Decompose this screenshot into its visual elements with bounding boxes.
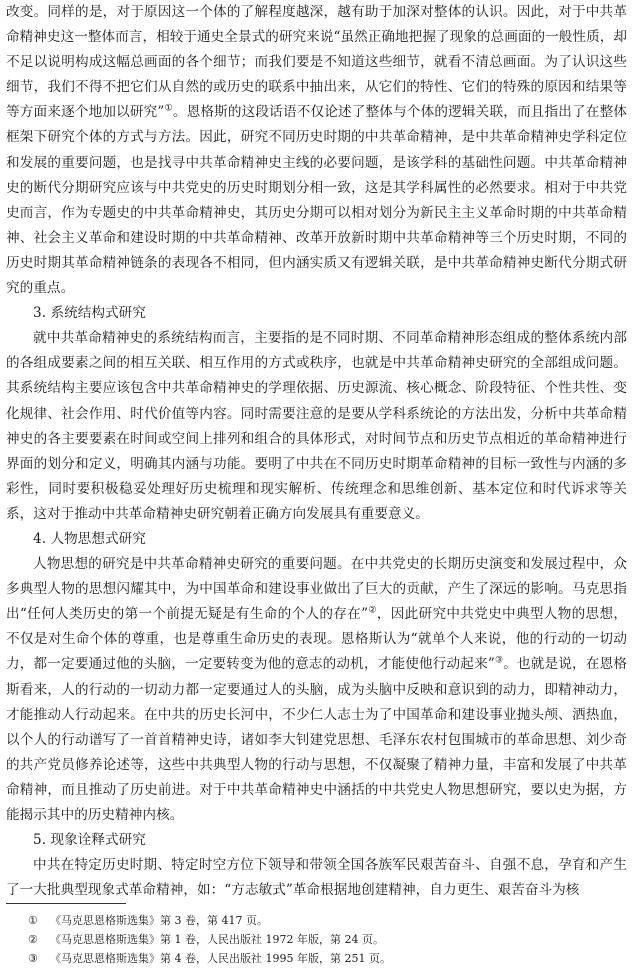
paragraph-text: 人物思想的研究是中共革命精神史研究的重要问题。在中共党史的长期历史演变和发展过程中，众多典型人物的思想闪耀其中，为中国革命和建设事业做出了巨大的贡献，产生了深远的影响。马克思指出“任何人类历史的第一个前提无疑是有生命的个人的存在”: [6, 556, 627, 623]
footnotes: [28, 911, 618, 968]
paragraph-text: ，因此研究中共党史中典型人物的思想，不仅是对生命个体的尊重，也是尊重生命历史的表现。恩格斯认为“就单个人来说，他的行动的一切动力，都一定要通过他的头脑，一定要转变为他的意志的动机，才能使他行动起来”: [6, 606, 628, 673]
paragraph-text: 3. 系统结构式研究: [33, 305, 146, 322]
paragraph-text: 中共在特定历史时期、特定时空方位下领导和带领全国各族军民艰苦奋斗、自强不息，孕育和产生了一大批典型现象式革命精神，如：“方志敏式”革命根据地创建精神，自力更生、艰苦奋斗为核: [6, 857, 627, 899]
article-body: [6, 0, 627, 903]
paragraph-text: 改变。同样的是，对于原因这一个体的了解程度越深，越有助于加深对整体的认识。因此，对于中共革命精神史这一整体而言，相较于通史全景式的研究来说“虽然正确地把握了现象的总画面的一般性质，却不足以说明构成这幅总画面的各个细节；而我们要是不知道这些细节，就看不清总画面。为了认识这些细节，我们不得不把它们从自然的或历史的联系中抽出来，从它们的特性、它们的特殊的原因和结果等等方面来逐个地加以研究”: [6, 4, 627, 121]
paragraph-text: 4. 人物思想式研究: [33, 530, 146, 547]
paragraph-text: 就中共革命精神史的系统结构而言，主要指的是不同时期、不同革命精神形态组成的整体系统内部的各组成要素之间的相互关联、相互作用的方式或秩序，也就是中共革命精神史研究的全部组成问题。其系统结构主要应该包含中共革命精神史的学理依据、历史源流、核心概念、阶段特征、个性共性、变化规律、社会作用、时代价值等内容。同时需要注意的是要从学科系统论的方法出发，分析中共革命精神史的各主要要素在时间或空间上排列和组合的具体形式，对时间节点和历史节点相近的革命精神进行界面的划分和定义，明确其内涵与功能。要明了中共在不同历史时期革命精神的目标一致性与内涵的多彩性，同时要积极稳妥处理好历史梳理和现实解析、传统理念和思维创新、基本定位和时代诉求等关系，这对于推动中共革命精神史研究朝着正确方向发展具有重要意义。: [6, 330, 627, 522]
footnote-text: 《马克思恩格斯选集》第 3 卷，第 417 页。: [50, 914, 268, 927]
paragraph-text: 。也就是说，在恩格斯看来，人的行动的一切动力都一定要通过人的头脑，成为头脑中反映和意识到的动力，即精神动力，才能推动人行动起来。在中共的历史长河中，不少仁人志士为了中国革命和建设事业抛头颅、洒热血，以个人的行动谱写了一首首精神史诗，诸如李大钊建党思想、毛泽东农村包围城市的革命思想、刘少奇的共产党员修养论述等，这些中共典型人物的行动与思想，不仅凝聚了精神力量，丰富和发展了中共革命精神，而且推动了历史前进。对于中共革命精神史中涵括的中共党史人物思想研究，要以史为据，方能揭示其中的历史精神内核。: [6, 656, 627, 823]
body-paragraph: [6, 552, 627, 828]
footnote-item: [28, 949, 618, 968]
body-paragraph: [6, 853, 627, 903]
footnote-item: [28, 930, 618, 949]
footnote-mark: ③: [28, 952, 38, 965]
footnote-text: 《马克思恩格斯选集》第 1 卷，人民出版社 1972 年版，第 24 页。: [50, 933, 384, 946]
footnote-item: [28, 911, 618, 930]
footnote-mark: ②: [28, 933, 38, 946]
footnote-reference[interactable]: ①: [164, 103, 173, 114]
body-paragraph: [6, 0, 627, 301]
paragraph-text: 。恩格斯的这段话语不仅论述了整体与个体的逻辑关联，而且指出了在整体框架下研究个体的方式与方法。因此，研究不同历史时期的中共革命精神，是中共革命精神史学科定位和发展的重要问题，也是找寻中共革命精神史主线的必要问题，是该学科的基础性问题。中共革命精神史的断代分期研究应该与中共党史的历史时期划分相一致，这是其学科属性的必然要求。相对于中共党史而言，作为专题史的中共革命精神史，其历史分期可以相对划分为新民主主义革命时期的中共革命精神、社会主义革命和建设时期的中共革命精神、改革开放新时期中共革命精神等三个历史时期，不同的历史时期其革命精神链条的表现各不相同，但内涵实质又有逻辑关联，是中共革命精神史断代分期式研究的重点。: [6, 104, 627, 297]
footnote-text: 《马克思恩格斯选集》第 4 卷，人民出版社 1995 年版，第 251 页。: [50, 952, 391, 965]
body-paragraph: [6, 326, 627, 527]
footnote-mark: ①: [28, 914, 38, 927]
paragraph-text: 5. 现象诠释式研究: [33, 832, 146, 849]
section-heading: [6, 828, 627, 853]
footnote-reference[interactable]: ③: [494, 655, 504, 666]
footnote-divider: [6, 903, 126, 904]
footnote-reference[interactable]: ②: [368, 605, 377, 616]
section-heading: [6, 301, 627, 326]
section-heading: [6, 527, 627, 552]
